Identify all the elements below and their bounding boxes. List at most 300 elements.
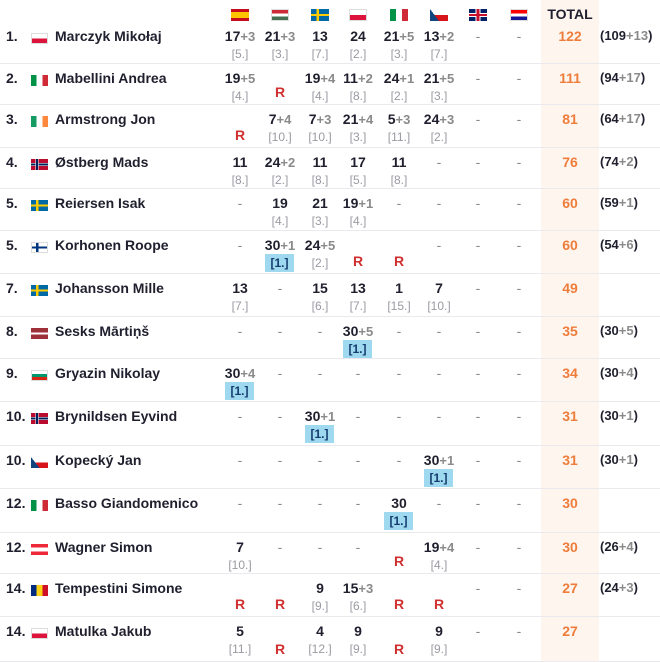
close-paren: ) bbox=[633, 323, 638, 338]
round-result bbox=[222, 573, 258, 616]
points-value: 7 bbox=[268, 111, 277, 127]
round-result bbox=[421, 573, 457, 616]
round-result bbox=[421, 230, 457, 273]
round-points bbox=[381, 452, 417, 468]
round-points bbox=[340, 253, 376, 269]
bonus-total: +1 bbox=[618, 452, 634, 467]
norway-flag bbox=[31, 413, 48, 424]
round-points bbox=[222, 495, 258, 511]
round-points bbox=[421, 280, 457, 296]
round-points bbox=[302, 323, 338, 339]
points-value: 21 bbox=[342, 111, 359, 127]
round-points bbox=[262, 408, 298, 424]
round-result bbox=[381, 230, 417, 273]
finish-position: [3.] bbox=[349, 130, 367, 144]
points-value: 9 bbox=[435, 623, 443, 639]
round-points bbox=[460, 195, 496, 211]
round-points bbox=[381, 408, 417, 424]
round-result bbox=[501, 573, 537, 616]
round-points bbox=[381, 70, 417, 86]
points-value: - bbox=[355, 408, 361, 424]
table-row bbox=[0, 445, 660, 489]
finish-position: [7.] bbox=[311, 47, 329, 61]
total-breakdown bbox=[600, 111, 645, 126]
total-breakdown bbox=[600, 70, 645, 85]
round-points bbox=[262, 28, 298, 44]
bonus-points: +1 bbox=[280, 238, 296, 253]
round-points bbox=[340, 28, 376, 44]
finish-position: [7.] bbox=[231, 299, 249, 313]
base-points: (26 bbox=[600, 539, 619, 554]
round-points bbox=[302, 237, 338, 253]
points-value: - bbox=[475, 28, 481, 44]
position: 3. bbox=[6, 111, 18, 127]
round-result bbox=[501, 147, 537, 188]
round-result bbox=[460, 273, 496, 316]
total-points: 31 bbox=[562, 452, 578, 468]
round-result bbox=[501, 104, 537, 147]
points-value: - bbox=[237, 408, 243, 424]
round-points bbox=[302, 280, 338, 296]
round-result bbox=[340, 488, 376, 532]
finish-position: [8.] bbox=[390, 173, 408, 187]
round-points bbox=[262, 280, 298, 296]
points-value: 11 bbox=[232, 154, 248, 170]
finish-position: [3.] bbox=[311, 214, 329, 228]
round-points bbox=[501, 623, 537, 639]
points-value: 7 bbox=[308, 111, 317, 127]
points-value: 30 bbox=[342, 323, 359, 339]
round-result bbox=[460, 230, 496, 273]
round-result bbox=[340, 401, 376, 445]
round-points bbox=[381, 280, 417, 296]
bulgaria-flag bbox=[31, 370, 48, 381]
round-result bbox=[381, 358, 417, 401]
round-points bbox=[222, 70, 258, 86]
bonus-total: +3 bbox=[618, 580, 634, 595]
round-result bbox=[501, 230, 537, 273]
points-value: 15 bbox=[312, 280, 328, 296]
total-points: 76 bbox=[562, 154, 578, 170]
close-paren: ) bbox=[633, 195, 638, 210]
round-points bbox=[460, 623, 496, 639]
round-result bbox=[381, 573, 417, 616]
base-points: (24 bbox=[600, 580, 619, 595]
driver-name[interactable]: Armstrong Jon bbox=[55, 111, 156, 127]
round-result bbox=[262, 488, 298, 532]
bonus-points: +5 bbox=[320, 238, 336, 253]
round-result bbox=[222, 401, 258, 445]
round-result bbox=[460, 188, 496, 230]
round-points bbox=[421, 323, 457, 339]
table-row bbox=[0, 616, 660, 662]
points-value: 21 bbox=[423, 70, 440, 86]
close-paren: ) bbox=[633, 365, 638, 380]
points-value: - bbox=[237, 323, 243, 339]
bonus-total: +17 bbox=[618, 111, 641, 126]
round-points bbox=[381, 154, 417, 170]
round-result bbox=[421, 532, 457, 573]
points-value: - bbox=[436, 195, 442, 211]
round-points bbox=[262, 596, 298, 612]
round-result bbox=[501, 616, 537, 661]
round-result bbox=[262, 21, 298, 63]
round-points bbox=[421, 539, 457, 555]
bonus-points: +1 bbox=[320, 409, 336, 424]
round-result bbox=[501, 63, 537, 104]
bonus-points: +2 bbox=[439, 29, 455, 44]
round-result bbox=[302, 488, 338, 532]
round-result bbox=[302, 616, 338, 661]
points-value: 15 bbox=[342, 580, 359, 596]
round-points bbox=[340, 495, 376, 511]
finish-position: [4.] bbox=[271, 214, 289, 228]
round-points bbox=[460, 70, 496, 86]
position: 4. bbox=[6, 154, 18, 170]
finish-position: [2.] bbox=[430, 130, 448, 144]
round-points bbox=[222, 154, 258, 170]
driver-name[interactable]: Johansson Mille bbox=[55, 280, 164, 296]
round-result bbox=[381, 104, 417, 147]
round-result bbox=[222, 147, 258, 188]
driver-name[interactable]: Brynildsen Eyvind bbox=[55, 408, 178, 424]
finish-position: [9.] bbox=[349, 642, 367, 656]
position: 2. bbox=[6, 70, 18, 86]
position: 7. bbox=[6, 280, 18, 296]
round-result bbox=[262, 188, 298, 230]
round-points bbox=[381, 641, 417, 657]
points-value: 9 bbox=[354, 623, 362, 639]
latvia-flag bbox=[31, 328, 48, 339]
round-points bbox=[302, 580, 338, 596]
bonus-points: +3 bbox=[439, 112, 455, 127]
round-result bbox=[381, 316, 417, 358]
round-result bbox=[381, 488, 417, 532]
points-value: 30 bbox=[264, 237, 281, 253]
points-value: R bbox=[234, 596, 246, 612]
driver-name[interactable]: Østberg Mads bbox=[55, 154, 149, 170]
base-points: (94 bbox=[600, 70, 619, 85]
round-result bbox=[302, 230, 338, 273]
base-points: (30 bbox=[600, 452, 619, 467]
italy-flag bbox=[31, 500, 48, 511]
round-result bbox=[222, 616, 258, 661]
close-paren: ) bbox=[633, 452, 638, 467]
round-result bbox=[501, 488, 537, 532]
round-points bbox=[421, 495, 457, 511]
winner-badge: [1.] bbox=[225, 382, 254, 400]
points-value: - bbox=[516, 539, 522, 555]
position: 12. bbox=[6, 495, 26, 511]
bonus-points: +2 bbox=[280, 155, 296, 170]
driver-name[interactable]: Mabellini Andrea bbox=[55, 70, 167, 86]
round-points bbox=[262, 641, 298, 657]
round-result bbox=[222, 104, 258, 147]
round-points bbox=[421, 408, 457, 424]
round-points bbox=[302, 154, 338, 170]
points-value: - bbox=[516, 408, 522, 424]
round-points bbox=[421, 70, 457, 86]
round-points bbox=[222, 28, 258, 44]
driver-name[interactable]: Korhonen Roope bbox=[55, 237, 169, 253]
close-paren: ) bbox=[633, 408, 638, 423]
round-points bbox=[460, 580, 496, 596]
round-points bbox=[460, 408, 496, 424]
round-points bbox=[501, 495, 537, 511]
driver-name[interactable]: Basso Giandomenico bbox=[55, 495, 199, 511]
round-points bbox=[262, 452, 298, 468]
round-points bbox=[302, 623, 338, 639]
points-value: 21 bbox=[264, 28, 281, 44]
points-value: - bbox=[516, 580, 522, 596]
points-value: 30 bbox=[224, 365, 241, 381]
points-value: - bbox=[475, 111, 481, 127]
spain-flag bbox=[231, 9, 249, 21]
driver-name[interactable]: Wagner Simon bbox=[55, 539, 153, 555]
round-points bbox=[302, 495, 338, 511]
round-points bbox=[460, 154, 496, 170]
points-value: - bbox=[277, 539, 283, 555]
finish-position: [8.] bbox=[311, 173, 329, 187]
round-points bbox=[302, 452, 338, 468]
round-result bbox=[262, 445, 298, 488]
position: 14. bbox=[6, 623, 26, 639]
sweden-flag bbox=[311, 9, 329, 21]
round-points bbox=[381, 28, 417, 44]
round-result bbox=[381, 616, 417, 661]
total-points: 60 bbox=[562, 237, 578, 253]
points-value: 21 bbox=[383, 28, 400, 44]
points-value: - bbox=[516, 323, 522, 339]
round-points bbox=[222, 365, 258, 381]
round-points bbox=[501, 111, 537, 127]
total-points: 31 bbox=[562, 408, 578, 424]
round-points bbox=[340, 280, 376, 296]
finish-position: [8.] bbox=[231, 173, 249, 187]
points-value: 24 bbox=[264, 154, 281, 170]
driver-name[interactable]: Marczyk Mikołaj bbox=[55, 28, 162, 44]
total-points: 30 bbox=[562, 539, 578, 555]
driver-name[interactable]: Tempestini Simone bbox=[55, 580, 183, 596]
round-result bbox=[460, 147, 496, 188]
round-result bbox=[340, 188, 376, 230]
round-points bbox=[302, 408, 338, 424]
round-result bbox=[460, 104, 496, 147]
bonus-total: +5 bbox=[618, 323, 634, 338]
round-result bbox=[421, 21, 457, 63]
norway-flag bbox=[31, 159, 48, 170]
points-value: - bbox=[516, 111, 522, 127]
bonus-points: +1 bbox=[399, 71, 415, 86]
bonus-total: +1 bbox=[618, 408, 634, 423]
points-value: - bbox=[475, 365, 481, 381]
round-result bbox=[262, 147, 298, 188]
finish-position: [5.] bbox=[231, 47, 249, 61]
round-result bbox=[381, 147, 417, 188]
bonus-total: +4 bbox=[618, 539, 634, 554]
points-value: 24 bbox=[383, 70, 400, 86]
round-points bbox=[460, 452, 496, 468]
round-result bbox=[222, 273, 258, 316]
finish-position: [4.] bbox=[430, 558, 448, 572]
round-result bbox=[460, 401, 496, 445]
round-result bbox=[501, 401, 537, 445]
round-result bbox=[421, 273, 457, 316]
driver-name[interactable]: Gryazin Nikolay bbox=[55, 365, 161, 381]
base-points: (59 bbox=[600, 195, 619, 210]
round-result bbox=[302, 445, 338, 488]
points-value: 17 bbox=[224, 28, 241, 44]
round-result bbox=[302, 316, 338, 358]
table-row bbox=[0, 401, 660, 446]
points-value: 19 bbox=[342, 195, 359, 211]
bonus-points: +3 bbox=[280, 29, 296, 44]
points-value: - bbox=[396, 408, 402, 424]
position: 10. bbox=[6, 452, 26, 468]
round-points bbox=[222, 237, 258, 253]
round-points bbox=[460, 323, 496, 339]
finish-position: [3.] bbox=[271, 47, 289, 61]
position: 1. bbox=[6, 28, 18, 44]
round-result bbox=[421, 316, 457, 358]
round-result bbox=[340, 358, 376, 401]
round-points bbox=[262, 495, 298, 511]
base-points: (64 bbox=[600, 111, 619, 126]
close-paren: ) bbox=[648, 28, 653, 43]
bonus-total: +6 bbox=[618, 237, 634, 252]
total-points: 27 bbox=[562, 580, 578, 596]
driver-name[interactable]: Matulka Jakub bbox=[55, 623, 152, 639]
round-result bbox=[302, 532, 338, 573]
points-value: 13 bbox=[350, 280, 366, 296]
bonus-points: +5 bbox=[240, 71, 256, 86]
points-value: - bbox=[396, 452, 402, 468]
round-result bbox=[501, 316, 537, 358]
points-value: R bbox=[274, 84, 286, 100]
round-points bbox=[340, 623, 376, 639]
round-result bbox=[340, 21, 376, 63]
round-points bbox=[340, 408, 376, 424]
round-points bbox=[501, 539, 537, 555]
round-result bbox=[460, 63, 496, 104]
points-value: - bbox=[475, 408, 481, 424]
total-points: 122 bbox=[558, 28, 582, 44]
points-value: - bbox=[436, 495, 442, 511]
table-row bbox=[0, 358, 660, 402]
points-value: - bbox=[516, 70, 522, 86]
round-result bbox=[302, 104, 338, 147]
uk-flag bbox=[469, 9, 487, 21]
bonus-points: +3 bbox=[358, 581, 374, 596]
finish-position: [9.] bbox=[311, 599, 329, 613]
points-value: - bbox=[516, 623, 522, 639]
round-result bbox=[501, 273, 537, 316]
points-value: 17 bbox=[350, 154, 366, 170]
finish-position: [2.] bbox=[349, 47, 367, 61]
round-points bbox=[460, 280, 496, 296]
round-points bbox=[421, 596, 457, 612]
bonus-points: +4 bbox=[276, 112, 292, 127]
round-result bbox=[460, 573, 496, 616]
driver-name[interactable]: Sesks Mārtiņš bbox=[55, 323, 150, 339]
round-points bbox=[340, 195, 376, 211]
round-result bbox=[501, 21, 537, 63]
round-points bbox=[421, 365, 457, 381]
points-value: - bbox=[277, 365, 283, 381]
finish-position: [8.] bbox=[349, 89, 367, 103]
bonus-total: +2 bbox=[618, 154, 634, 169]
points-value: - bbox=[475, 154, 481, 170]
base-points: (74 bbox=[600, 154, 619, 169]
round-result bbox=[460, 316, 496, 358]
round-points bbox=[340, 580, 376, 596]
points-value: - bbox=[237, 452, 243, 468]
finish-position: [6.] bbox=[311, 299, 329, 313]
round-result bbox=[501, 188, 537, 230]
round-result bbox=[381, 273, 417, 316]
round-result bbox=[421, 63, 457, 104]
round-result bbox=[222, 63, 258, 104]
points-value: - bbox=[516, 154, 522, 170]
points-value: - bbox=[277, 323, 283, 339]
close-paren: ) bbox=[633, 539, 638, 554]
table-row bbox=[0, 188, 660, 231]
driver-name[interactable]: Reiersen Isak bbox=[55, 195, 146, 211]
round-points bbox=[460, 495, 496, 511]
points-value: 11 bbox=[312, 154, 328, 170]
round-result bbox=[262, 532, 298, 573]
round-result bbox=[421, 401, 457, 445]
round-points bbox=[340, 452, 376, 468]
finish-position: [9.] bbox=[430, 642, 448, 656]
points-value: - bbox=[516, 237, 522, 253]
winner-badge: [1.] bbox=[305, 425, 334, 443]
finish-position: [2.] bbox=[311, 256, 329, 270]
points-value: 1 bbox=[395, 280, 403, 296]
round-points bbox=[421, 623, 457, 639]
round-points bbox=[340, 154, 376, 170]
austria-flag bbox=[31, 544, 48, 555]
total-points: 34 bbox=[562, 365, 578, 381]
driver-name[interactable]: Kopecký Jan bbox=[55, 452, 142, 468]
round-points bbox=[222, 127, 258, 143]
round-points bbox=[460, 111, 496, 127]
round-result bbox=[340, 573, 376, 616]
total-breakdown bbox=[600, 195, 638, 210]
total-points: 111 bbox=[559, 70, 581, 86]
points-value: R bbox=[352, 253, 364, 269]
table-row bbox=[0, 532, 660, 574]
round-result bbox=[222, 358, 258, 401]
points-value: - bbox=[475, 580, 481, 596]
bonus-points: +1 bbox=[358, 196, 374, 211]
round-points bbox=[340, 539, 376, 555]
round-result bbox=[262, 230, 298, 273]
round-result bbox=[381, 401, 417, 445]
bonus-points: +5 bbox=[439, 71, 455, 86]
position: 10. bbox=[6, 408, 26, 424]
round-points bbox=[381, 553, 417, 569]
round-result bbox=[381, 445, 417, 488]
points-value: 24 bbox=[304, 237, 321, 253]
points-value: 7 bbox=[236, 539, 244, 555]
round-result bbox=[421, 616, 457, 661]
points-value: - bbox=[237, 237, 243, 253]
table-row bbox=[0, 21, 660, 64]
sweden-flag bbox=[31, 285, 48, 296]
table-row bbox=[0, 316, 660, 359]
points-value: R bbox=[393, 641, 405, 657]
